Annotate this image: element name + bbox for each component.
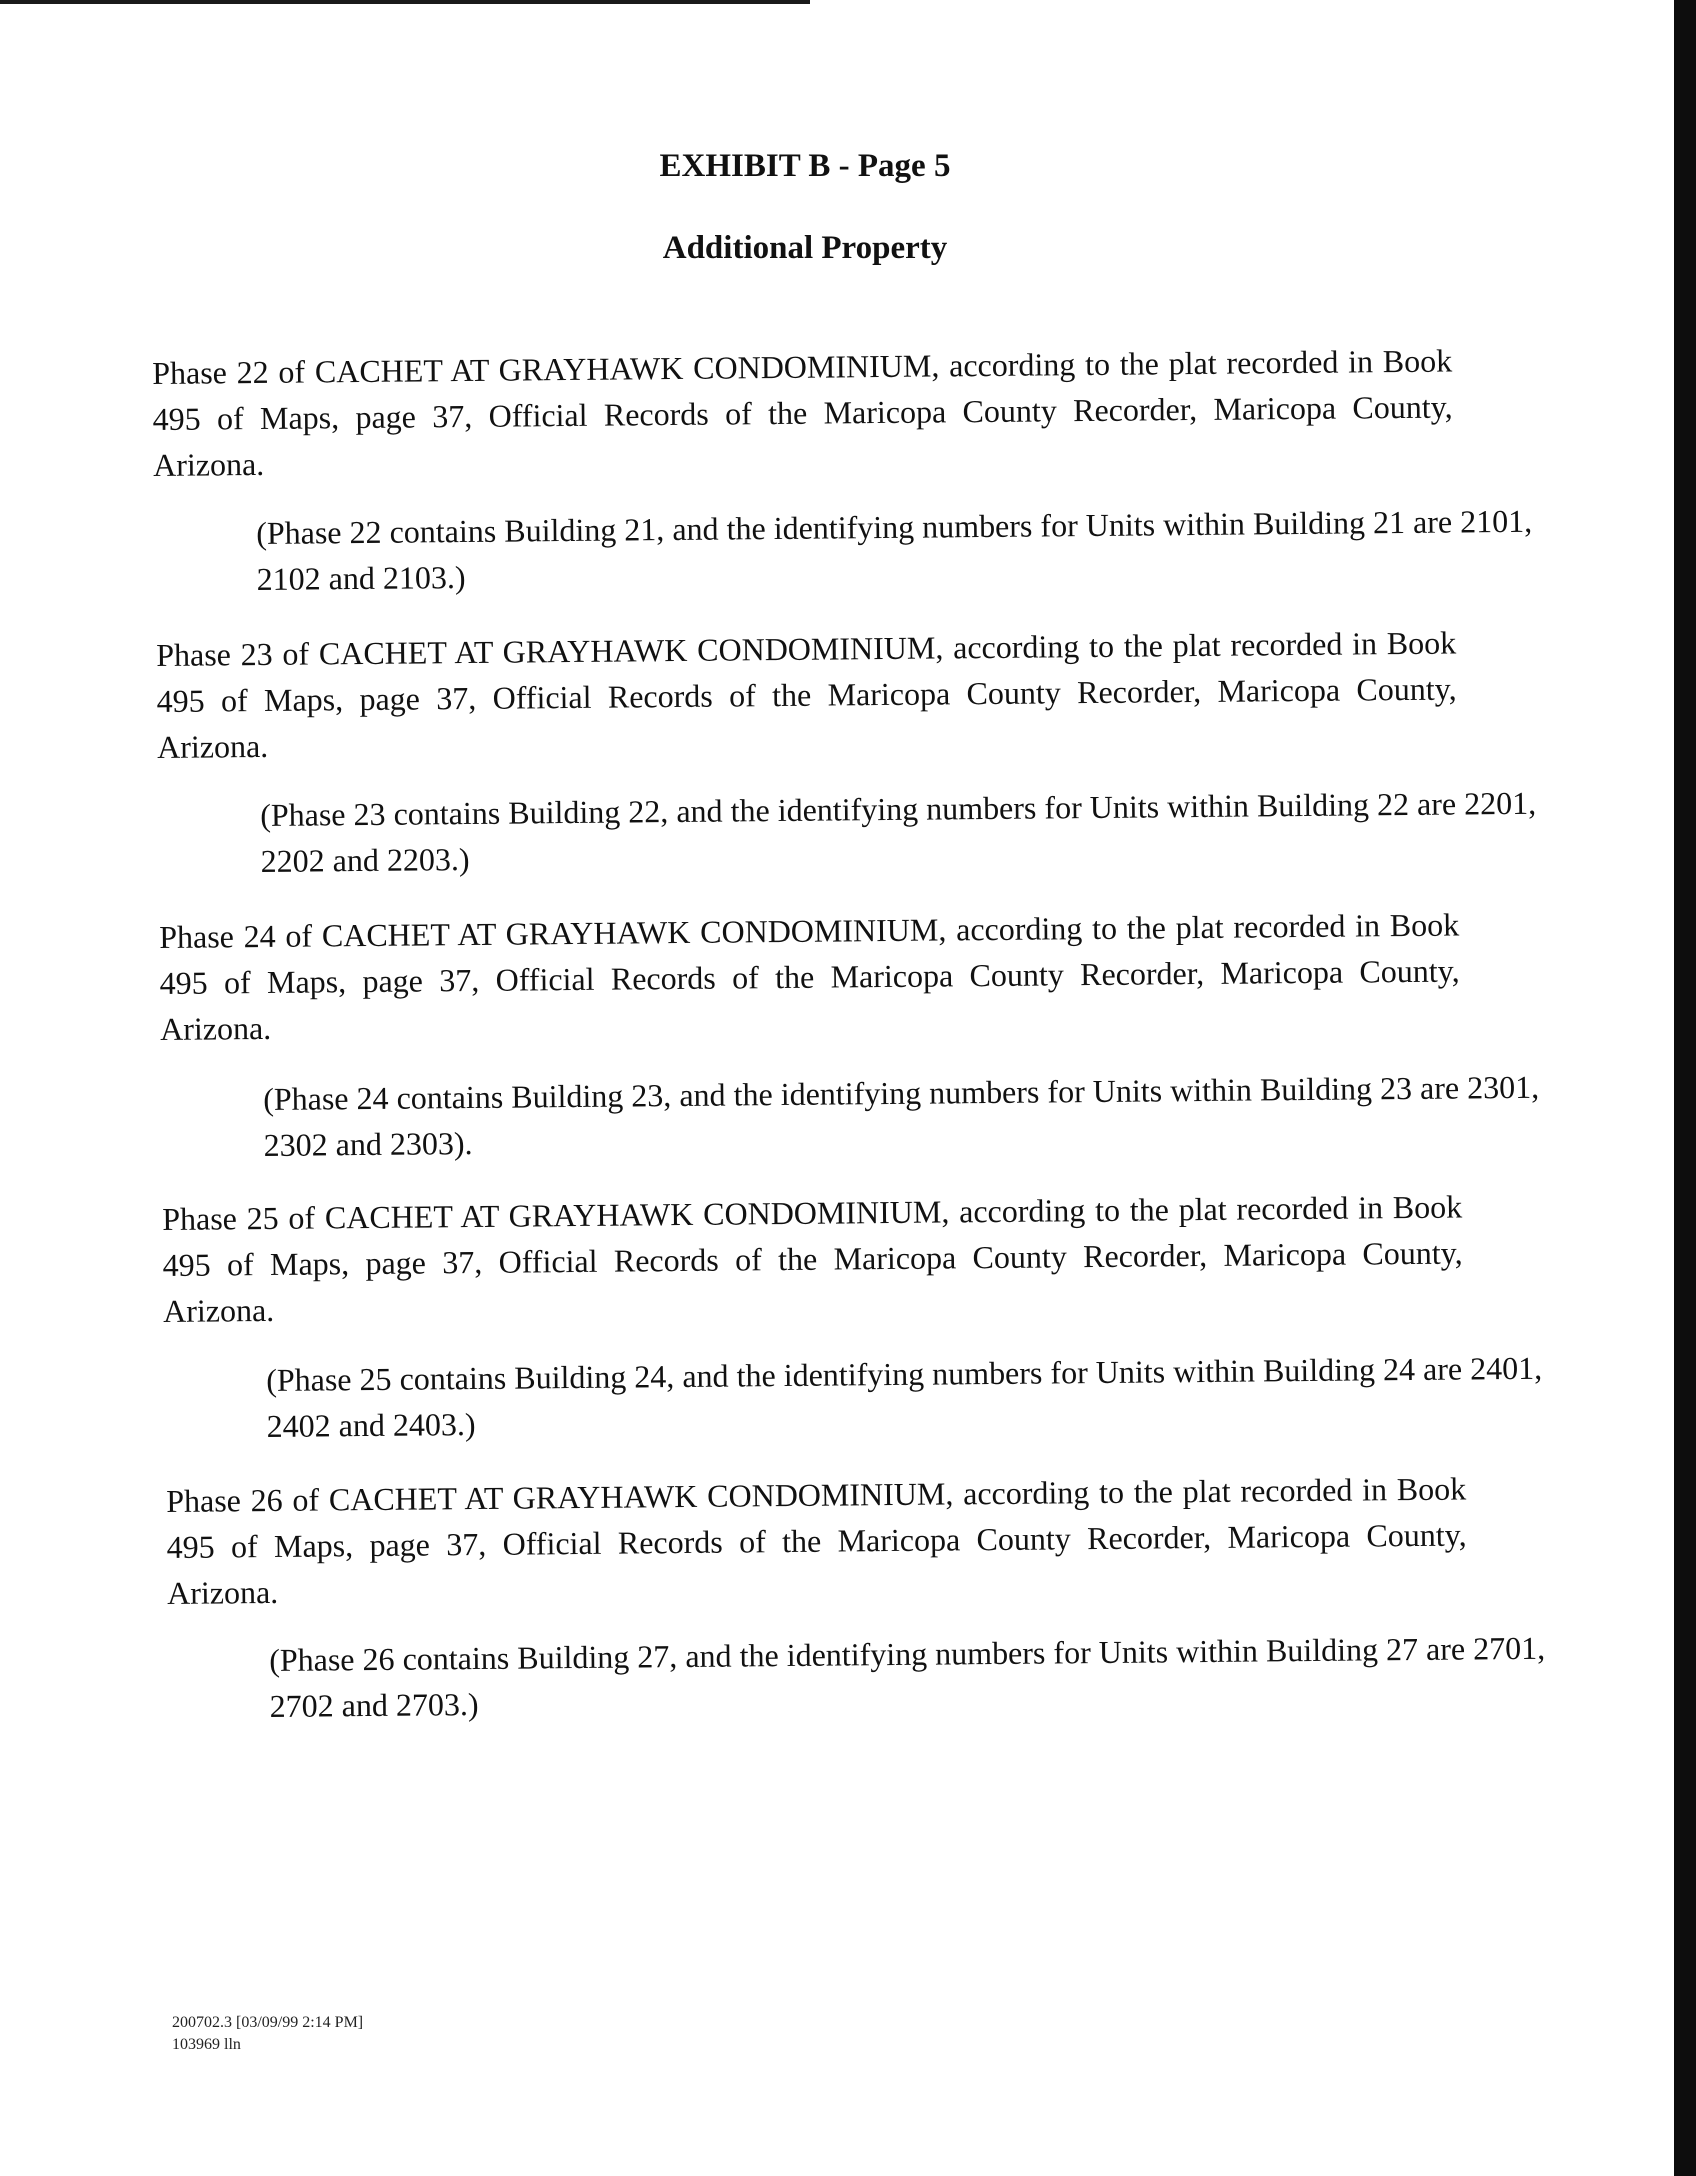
scan-top-edge-line	[0, 0, 810, 4]
phase-25-description: Phase 25 of CACHET AT GRAYHAWK CONDOMINIUM, according to the plat recorded in Book 495 of Maps, page 37, Official Records of the Maricopa County Recorder, Maricopa County, Arizona.	[162, 1188, 1463, 1329]
phase-26-units-note: (Phase 26 contains Building 27, and the identifying numbers for Units within Building 27 are 2701, 2702 and 2703.)	[269, 1629, 1546, 1724]
phase-23-units-note: (Phase 23 contains Building 22, and the identifying numbers for Units within Building 22 are 2201, 2202 and 2203.)	[260, 784, 1537, 879]
page-title: EXHIBIT B - Page 5	[659, 148, 951, 184]
footer-doc-reference: 200702.3 [03/09/99 2:14 PM]	[172, 2014, 364, 2031]
phase-22-units-note: (Phase 22 contains Building 21, and the identifying numbers for Units within Building 21 are 2101, 2102 and 2103.)	[256, 502, 1533, 597]
phase-22-description: Phase 22 of CACHET AT GRAYHAWK CONDOMINIUM, according to the plat recorded in Book 495 of Maps, page 37, Official Records of the Maricopa County Recorder, Maricopa County, Arizona.	[152, 342, 1453, 483]
scan-right-edge-border	[1674, 0, 1696, 2176]
phase-24-units-note: (Phase 24 contains Building 23, and the identifying numbers for Units within Building 23 are 2301, 2302 and 2303).	[263, 1068, 1540, 1163]
footer-doc-code: 103969 lln	[172, 2036, 241, 2053]
phase-26-description: Phase 26 of CACHET AT GRAYHAWK CONDOMINIUM, according to the plat recorded in Book 495 of Maps, page 37, Official Records of the Maricopa County Recorder, Maricopa County, Arizona.	[166, 1470, 1467, 1611]
document-footer	[172, 2012, 363, 2056]
phase-25-units-note: (Phase 25 contains Building 24, and the identifying numbers for Units within Building 24 are 2401, 2402 and 2403.)	[266, 1349, 1543, 1444]
page-subtitle: Additional Property	[662, 230, 948, 266]
phase-23-description: Phase 23 of CACHET AT GRAYHAWK CONDOMINIUM, according to the plat recorded in Book 495 of Maps, page 37, Official Records of the Maricopa County Recorder, Maricopa County, Arizona.	[156, 624, 1457, 765]
phase-24-description: Phase 24 of CACHET AT GRAYHAWK CONDOMINIUM, according to the plat recorded in Book 495 of Maps, page 37, Official Records of the Maricopa County Recorder, Maricopa County, Arizona.	[159, 906, 1460, 1047]
